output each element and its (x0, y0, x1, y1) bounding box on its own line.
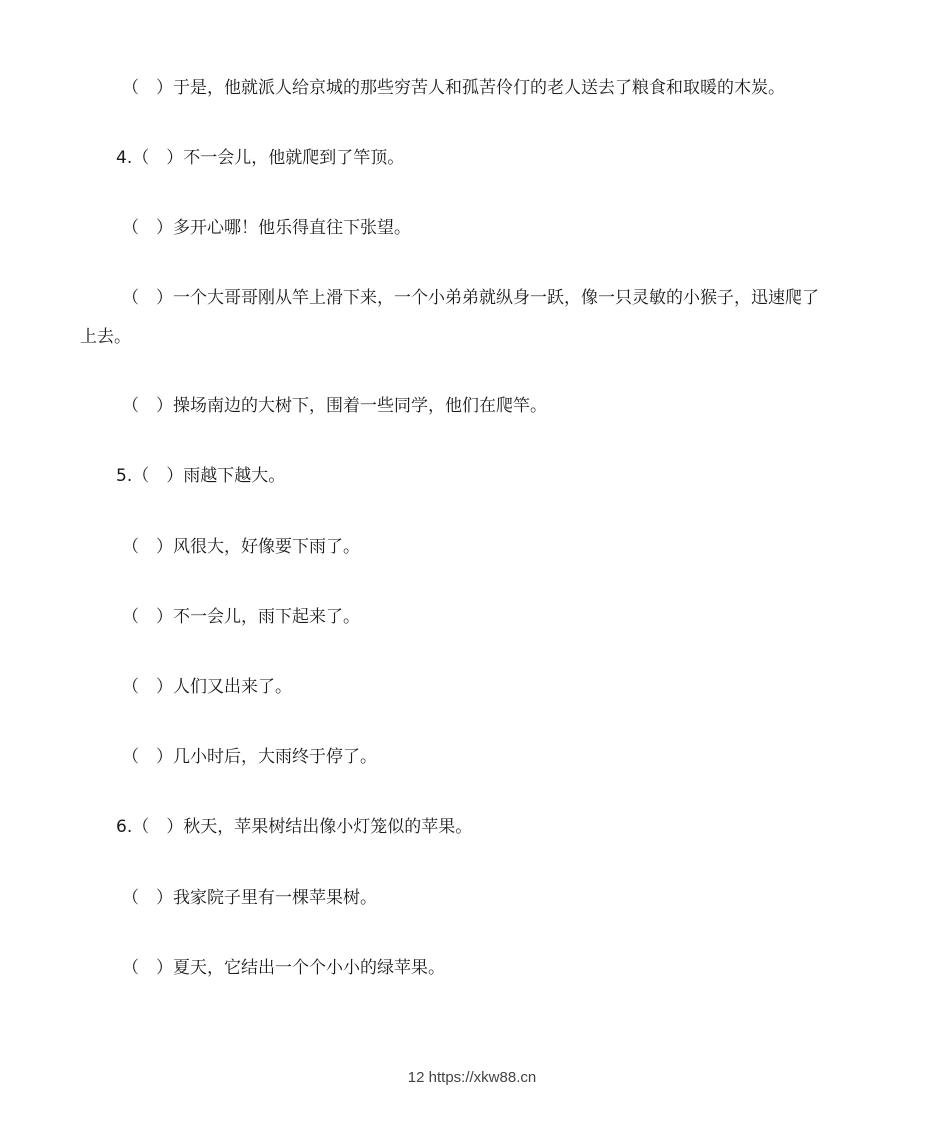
question-line: （ ）多开心哪！他乐得直往下张望。 (122, 218, 411, 238)
question-line: （ ）风很大，好像要下雨了。 (122, 537, 360, 557)
question-line: （ ）于是，他就派人给京城的那些穷苦人和孤苦伶仃的老人送去了粮食和取暖的木炭。 (122, 78, 785, 98)
question-line: 6.（ ）秋天，苹果树结出像小灯笼似的苹果。 (116, 817, 473, 837)
question-line: （ ）操场南边的大树下，围着一些同学，他们在爬竿。 (122, 396, 547, 416)
question-line: 上去。 (80, 327, 131, 347)
question-line: （ ）夏天，它结出一个个小小的绿苹果。 (122, 958, 445, 978)
question-line: 5.（ ）雨越下越大。 (116, 466, 286, 486)
question-line: （ ）人们又出来了。 (122, 677, 292, 697)
question-line: （ ）几小时后，大雨终于停了。 (122, 747, 377, 767)
question-line: （ ）一个大哥哥刚从竿上滑下来，一个小弟弟就纵身一跃，像一只灵敏的小猴子，迅速爬了 (122, 288, 819, 308)
question-line: （ ）我家院子里有一棵苹果树。 (122, 888, 377, 908)
question-line: 4.（ ）不一会儿，他就爬到了竿顶。 (116, 148, 405, 168)
question-line: （ ）不一会儿，雨下起来了。 (122, 607, 360, 627)
page-footer: 12 https://xkw88.cn (407, 1069, 537, 1086)
